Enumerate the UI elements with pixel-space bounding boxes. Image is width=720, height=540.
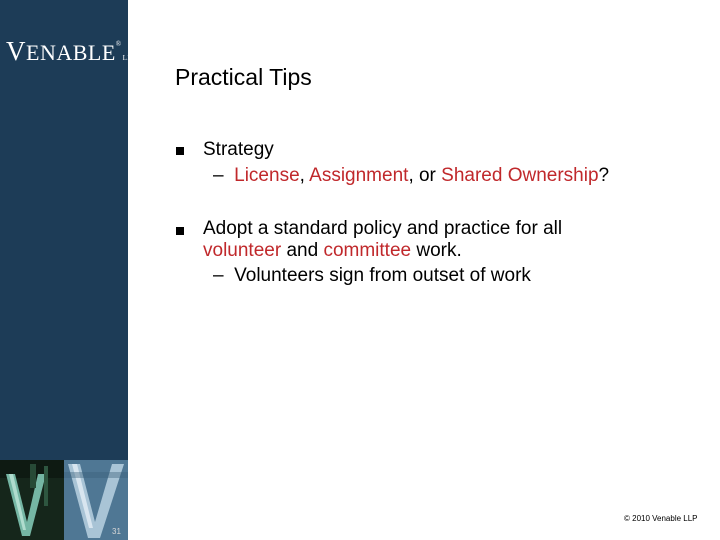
bullet-adopt-policy: Adopt a standard policy and practice for all volunteer and committee work. — [203, 218, 563, 261]
page-number: 31 — [112, 527, 121, 536]
bullet-square-icon — [176, 147, 184, 155]
sub-bullet-volunteers-sign: – Volunteers sign from outset of work — [213, 265, 531, 286]
sub-bullet-strategy-options: – License, Assignment, or Shared Ownership? — [213, 165, 610, 186]
venable-logo: VENABLE®LLP — [6, 36, 137, 66]
sidebar-panel — [0, 0, 137, 540]
logo-tiles — [0, 460, 128, 540]
v-tile-dark — [0, 460, 64, 540]
bullet-strategy: Strategy — [203, 139, 274, 160]
copyright-footer: © 2010 Venable LLP — [624, 514, 698, 523]
slide-title: Practical Tips — [175, 64, 312, 90]
bullet-square-icon — [176, 227, 184, 235]
